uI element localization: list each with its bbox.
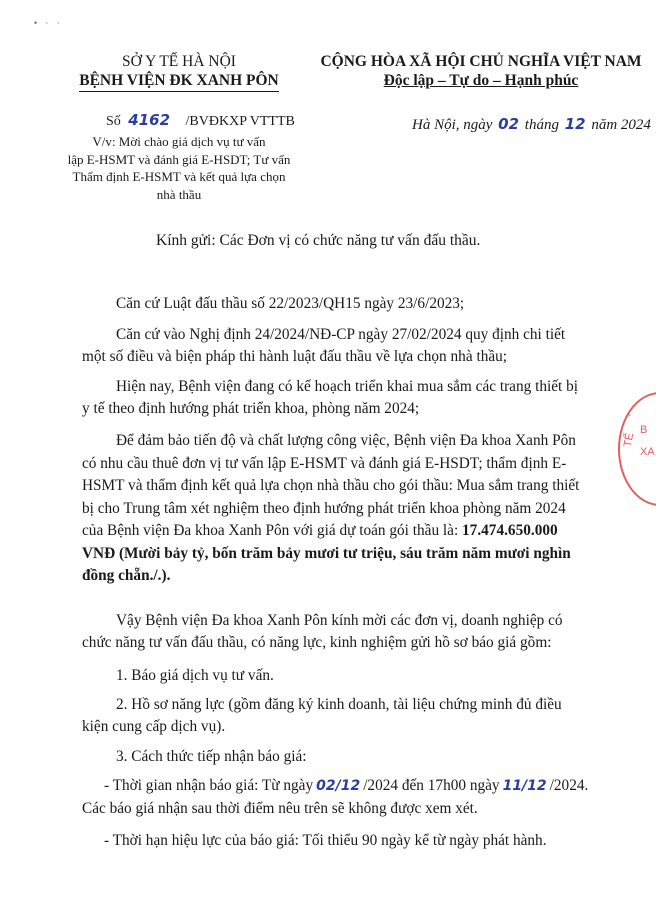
receipt-suffix: /2024. (549, 777, 589, 794)
budget-amount: 17.474.650.000 (462, 522, 558, 539)
receipt-to-date: 11/12 (502, 778, 547, 794)
national-motto: Độc lập – Tự do – Hạnh phúc (383, 72, 579, 89)
issuer-hospital (79, 71, 279, 92)
paragraph-line: chức năng tư vấn đấu thầu, có năng lực, kinh nghiệm gửi hồ sơ báo giá gồm: (82, 633, 552, 651)
paragraph-line: có nhu cầu thuê đơn vị tư vấn lập E-HSMT và đánh giá E-HSDT; thẩm định E- (82, 454, 567, 472)
date-day: 02 (498, 115, 520, 133)
paragraph-line: Vậy Bệnh viện Đa khoa Xanh Pôn kính mời các đơn vị, doanh nghiệp có (116, 612, 563, 629)
paragraph-invitation (82, 610, 602, 653)
stamp-text: Y (620, 407, 635, 421)
subject-line: Thẩm định E-HSMT và kết quả lựa chọn (72, 169, 286, 184)
subject-line: V/v: Mời chào giá dịch vụ tư vấn (92, 134, 266, 149)
paragraph-current-plan (82, 376, 602, 419)
paragraph-legal-basis-2 (82, 324, 602, 367)
doc-number-suffix: /BVĐKXP VTTTB (185, 114, 295, 129)
subject-line: lập E-HSMT và đánh giá E-HSDT; Tư vấn (67, 151, 291, 167)
paragraph-line: bị cho Trung tâm xét nghiệm theo định hướng phát triển khoa phòng năm 2024 (82, 499, 566, 517)
subject-line: nhà thầu (156, 186, 202, 202)
validity-period (82, 830, 602, 852)
stamp-text: B (640, 424, 648, 436)
document-number (106, 111, 295, 130)
budget-text: của Bệnh viện Đa khoa Xanh Pôn với giá dự toán gói thầu là: (82, 522, 463, 539)
stamp-text: TẾ (621, 432, 637, 448)
stamp-text: XA (640, 446, 655, 458)
validity-line: - Thời hạn hiệu lực của báo giá: Tối thiểu 90 ngày kể từ ngày phát hành. (104, 832, 547, 849)
receipt-mid: /2024 đến 17h00 ngày (363, 777, 500, 794)
issue-date (412, 115, 651, 134)
scan-specks: • · · (34, 18, 63, 28)
paragraph-request (82, 430, 602, 588)
paragraph-legal-basis-1 (82, 293, 602, 315)
paragraph-line: Căn cứ Luật đấu thầu số 22/2023/QH15 ngày 23/6/2023; (116, 295, 465, 312)
issuer-department: SỞ Y TẾ HÀ NỘI (122, 53, 236, 70)
date-month: 12 (564, 115, 586, 133)
issuer-hospital-text: BỆNH VIỆN ĐK XANH PÔN (79, 72, 279, 89)
paragraph-line-with-amount (82, 520, 602, 543)
paragraph-line: Căn cứ vào Nghị định 24/2024/NĐ-CP ngày 27/02/2024 quy định chi tiết (116, 326, 566, 343)
national-motto-block (318, 52, 644, 90)
paragraph-line: y tế theo định hướng phát triển khoa, phòng năm 2024; (82, 399, 420, 417)
receipt-from-date: 02/12 (316, 778, 361, 794)
budget-in-words-end: đồng chẵn./.). (82, 567, 171, 584)
official-stamp-fragment (618, 392, 656, 506)
issuer-block (66, 52, 292, 92)
receipt-prefix: - Thời gian nhận báo giá: Từ ngày (104, 777, 314, 794)
receipt-time (82, 775, 602, 819)
doc-number-prefix: Số (106, 114, 121, 129)
recipient-line: Kính gửi: Các Đơn vị có chức năng tư vấn đấu thầu. (156, 232, 481, 249)
list-item-capability (82, 694, 602, 737)
receipt-note: Các báo giá nhận sau thời điểm nêu trên sẽ không được xem xét. (82, 799, 478, 817)
national-title: CỘNG HÒA XÃ HỘI CHỦ NGHĨA VIỆT NAM (320, 53, 642, 70)
paragraph-line: Hiện nay, Bệnh viện đang có kế hoạch triển khai mua sắm các trang thiết bị (116, 378, 579, 395)
list-item-receipt-method (82, 746, 602, 768)
budget-in-words: VNĐ (Mười bảy tỷ, bốn trăm bảy mươi tư triệu, sáu trăm năm mươi nghìn (82, 544, 571, 562)
paragraph-line: một số điều và biện pháp thi hành luật đấu thầu về lựa chọn nhà thầu; (82, 347, 508, 365)
paragraph-line: Để đảm bảo tiến độ và chất lượng công việc, Bệnh viện Đa khoa Xanh Pôn (116, 432, 576, 449)
date-month-label: tháng (524, 117, 559, 133)
subject-block (66, 133, 292, 203)
list-item-quotation (82, 665, 602, 687)
list-item: 2. Hồ sơ năng lực (gồm đăng ký kinh doanh, tài liệu chứng minh đủ điều (116, 696, 562, 713)
list-item: kiện cung cấp dịch vụ). (82, 717, 226, 735)
receipt-time-line (82, 775, 602, 798)
list-item: 3. Cách thức tiếp nhận báo giá: (116, 748, 307, 765)
date-year: năm 2024 (591, 117, 651, 133)
doc-number-handwritten: 4162 (128, 111, 171, 129)
date-prefix: Hà Nội, ngày (412, 117, 493, 133)
paragraph-line: HSMT và thẩm định kết quả lựa chọn nhà thầu cho gói thầu: Mua sắm trang thiết (82, 477, 580, 494)
list-item: 1. Báo giá dịch vụ tư vấn. (116, 667, 274, 684)
